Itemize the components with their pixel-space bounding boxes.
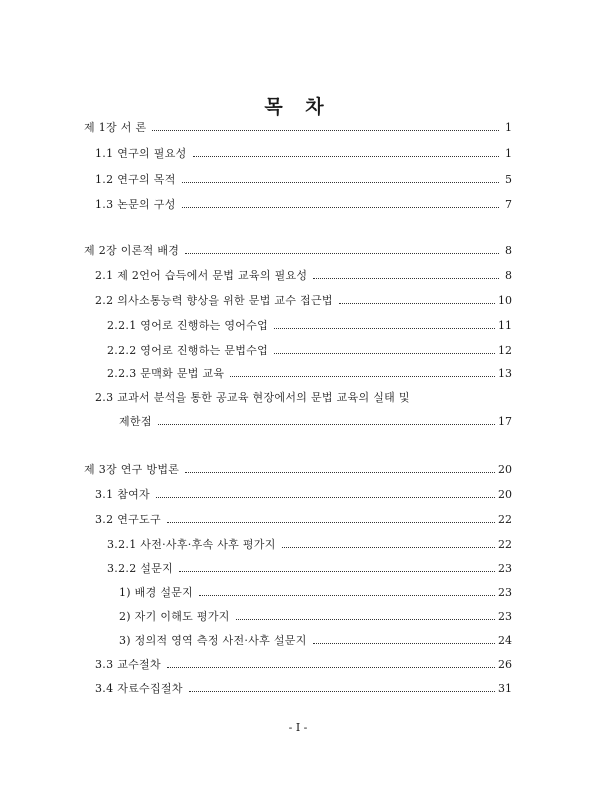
dot-leader [167, 667, 495, 668]
dot-leader [230, 376, 495, 377]
dot-leader [167, 522, 495, 523]
toc-entry-3-2-2[interactable] [107, 561, 512, 577]
toc-page-number: 8 [505, 269, 512, 282]
dot-leader [236, 619, 495, 620]
toc-entry-2-2-1[interactable] [107, 318, 512, 334]
toc-label: 1.2 연구의 목적 [95, 173, 176, 186]
toc-entry-1-2[interactable] [95, 172, 512, 188]
toc-label: 2.2.3 문맥화 문법 교육 [107, 367, 225, 380]
toc-page-number: 23 [498, 610, 512, 623]
toc-label: 1) 배경 설문지 [119, 586, 194, 599]
toc-entry-chapter-2[interactable] [84, 243, 512, 259]
toc-entry-3-2[interactable] [95, 512, 512, 528]
toc-entry-questionnaire-1[interactable] [119, 585, 512, 601]
toc-entry-3-1[interactable] [95, 487, 512, 503]
toc-label: 3) 정의적 영역 측정 사전·사후 설문지 [119, 634, 307, 647]
dot-leader [179, 571, 495, 572]
dot-leader [313, 643, 495, 644]
toc-entry-1-3[interactable] [95, 197, 512, 213]
toc-label: 3.4 자료수집절차 [95, 682, 183, 695]
toc-page-number: 11 [498, 319, 512, 332]
toc-page-number: 23 [498, 586, 512, 599]
toc-label: 제 3장 연구 방법론 [84, 463, 180, 476]
toc-page-number: 12 [498, 344, 512, 357]
toc-page-number: 13 [498, 367, 512, 380]
toc-entry-2-2-2[interactable] [107, 343, 512, 359]
toc-page-number: 20 [498, 463, 512, 476]
toc-label: 1.3 논문의 구성 [95, 198, 176, 211]
dot-leader [313, 278, 499, 279]
dot-leader [156, 497, 495, 498]
toc-entry-2-2-3[interactable] [107, 366, 512, 382]
dot-leader [182, 182, 499, 183]
toc-entry-2-2[interactable] [95, 293, 512, 309]
toc-label: 3.2.1 사전·사후·후속 사후 평가지 [107, 538, 276, 551]
toc-entry-questionnaire-2[interactable] [119, 609, 512, 625]
toc-page-number: 20 [498, 488, 512, 501]
toc-entry-3-2-1[interactable] [107, 537, 512, 553]
toc-label: 제한점 [119, 415, 152, 428]
toc-label: 2.2 의사소통능력 향상을 위한 문법 교수 접근법 [95, 294, 333, 307]
toc-label: 3.1 참여자 [95, 488, 150, 501]
toc-entry-questionnaire-3[interactable] [119, 633, 512, 649]
toc-label: 제 2장 이론적 배경 [84, 244, 180, 257]
page-footer-number: - Ⅰ - [288, 721, 308, 734]
toc-entry-2-1[interactable] [95, 268, 512, 284]
toc-page-number: 17 [498, 415, 512, 428]
dot-leader [189, 691, 495, 692]
toc-label: 2.1 제 2언어 습득에서 문법 교육의 필요성 [95, 269, 308, 282]
toc-page-number: 10 [498, 294, 512, 307]
toc-page-number: 1 [505, 121, 512, 134]
dot-leader [182, 207, 499, 208]
dot-leader [282, 547, 495, 548]
toc-page-number: 31 [498, 682, 512, 695]
toc-page-number: 8 [505, 244, 512, 257]
toc-page-number: 24 [498, 634, 512, 647]
toc-entry-chapter-3[interactable] [84, 462, 512, 478]
toc-page-number: 26 [498, 658, 512, 671]
toc-entry-2-3[interactable] [119, 414, 512, 430]
dot-leader [274, 353, 495, 354]
page-title: 목 차 [264, 96, 332, 118]
toc-label: 1.1 연구의 필요성 [95, 147, 187, 160]
toc-page-number: 1 [505, 147, 512, 160]
toc-label: 2) 자기 이해도 평가지 [119, 610, 230, 623]
toc-label: 2.2.2 영어로 진행하는 문법수업 [107, 344, 269, 357]
dot-leader [193, 156, 499, 157]
toc-page-number: 23 [498, 562, 512, 575]
toc-entry-3-3[interactable] [95, 657, 512, 673]
toc-label: 3.3 교수절차 [95, 658, 161, 671]
toc-entry-1-1[interactable] [95, 146, 512, 162]
toc-page-number: 22 [498, 538, 512, 551]
dot-leader [158, 424, 495, 425]
toc-label: 3.2.2 설문지 [107, 562, 174, 575]
dot-leader [185, 472, 495, 473]
toc-entry-chapter-1[interactable] [84, 120, 512, 136]
toc-label: 제 1장 서 론 [84, 121, 147, 134]
dot-leader [185, 253, 499, 254]
toc-entry-2-3-line1[interactable]: 2.3 교과서 분석을 통한 공교육 현장에서의 문법 교육의 실태 및 [95, 391, 410, 404]
toc-entry-3-4[interactable] [95, 681, 512, 697]
toc-page-number: 5 [505, 173, 512, 186]
toc-page-number: 7 [505, 198, 512, 211]
toc-page-number: 22 [498, 513, 512, 526]
toc-label: 2.2.1 영어로 진행하는 영어수업 [107, 319, 269, 332]
dot-leader [339, 303, 495, 304]
dot-leader [199, 595, 495, 596]
dot-leader [274, 328, 495, 329]
toc-label: 3.2 연구도구 [95, 513, 161, 526]
dot-leader [152, 130, 499, 131]
